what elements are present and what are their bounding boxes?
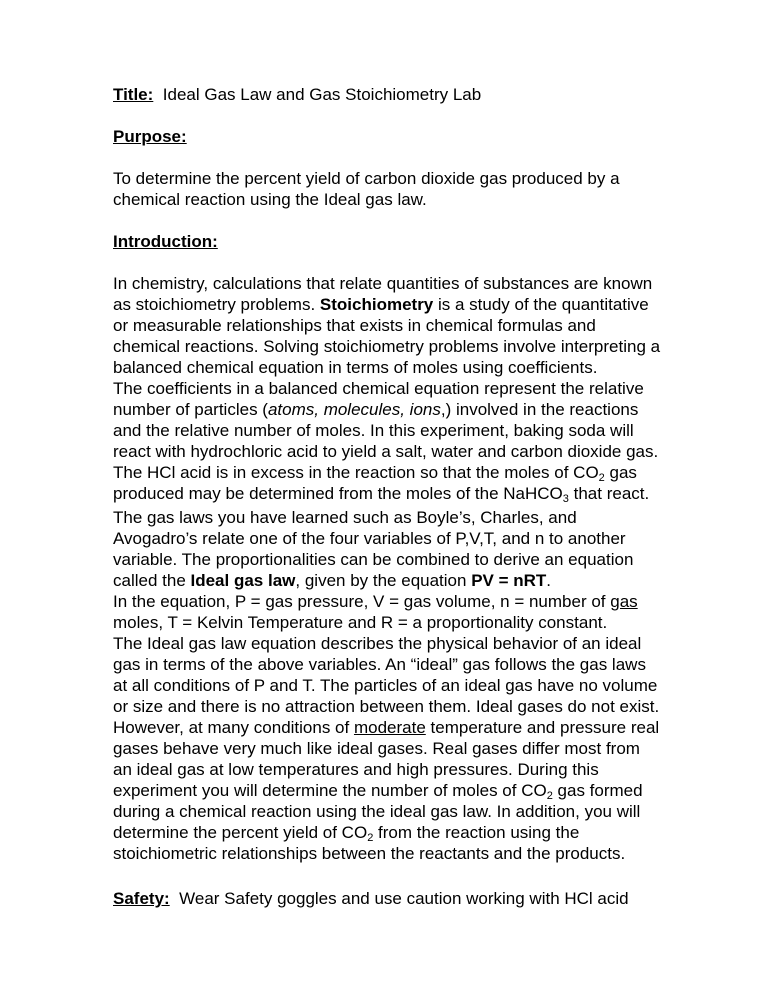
- safety-line: [113, 888, 629, 909]
- purpose-line-1: To determine the percent yield of carbon dioxide gas produced by a: [113, 169, 620, 188]
- introduction-heading: [113, 231, 218, 252]
- text-run: number of particles (: [113, 400, 268, 419]
- text-run: gas formed: [552, 781, 643, 800]
- intro-p2-line-13: an ideal gas at low temperatures and high pressures. During this: [113, 760, 599, 779]
- intro-p2-line-16: [113, 822, 579, 843]
- intro-p2-line-15: during a chemical reaction using the ideal gas law. In addition, you will: [113, 802, 641, 821]
- subscript: 3: [562, 493, 569, 505]
- intro-p2-line-7: The Ideal gas law equation describes the physical behavior of an ideal: [113, 634, 642, 653]
- intro-p2-line-8: gas in terms of the above variables. An “ideal” gas follows the gas laws: [113, 655, 646, 674]
- intro-p2-line-6: moles, T = Kelvin Temperature and R = a proportionality constant.: [113, 613, 608, 632]
- purpose-heading-text: Purpose:: [113, 127, 187, 146]
- text-run: that react.: [568, 484, 650, 503]
- text-run: .: [546, 571, 552, 590]
- intro-p1-line-6: The coefficients in a balanced chemical equation represent the relative: [113, 379, 644, 398]
- purpose-line-2: chemical reaction using the Ideal gas law.: [113, 190, 427, 209]
- text-run: experiment you will determine the number of moles of CO: [113, 781, 547, 800]
- intro-p1-line-7: [113, 399, 638, 420]
- purpose-heading: [113, 126, 187, 147]
- text-run: from the reaction using the: [373, 823, 580, 842]
- equation: PV = nRT: [471, 571, 547, 590]
- intro-p1-line-11: [113, 483, 649, 504]
- text-run: In the equation, P = gas pressure, V = gas volume, n = number of: [113, 592, 611, 611]
- text-run: gas: [604, 463, 637, 482]
- text-run: determine the percent yield of CO: [113, 823, 368, 842]
- text-run: However, at many conditions of: [113, 718, 354, 737]
- title-label: Title:: [113, 85, 154, 104]
- stoichiometry-term: Stoichiometry: [319, 295, 434, 314]
- intro-p2-line-4: [113, 570, 551, 591]
- title-line: [113, 84, 481, 105]
- intro-p2-line-17: stoichiometric relationships between the reactants and the products.: [113, 844, 626, 863]
- intro-p1-line-5: balanced chemical equation in terms of moles using coefficients.: [113, 358, 598, 377]
- intro-p2-line-9: at all conditions of P and T. The particles of an ideal gas have no volume: [113, 676, 658, 695]
- text-run: , given by the equation: [295, 571, 472, 590]
- intro-p1-line-9: react with hydrochloric acid to yield a salt, water and carbon dioxide gas.: [113, 442, 659, 461]
- intro-p1-line-4: chemical reactions. Solving stoichiometry problems involve interpreting a: [113, 337, 661, 356]
- safety-label: Safety:: [113, 889, 170, 908]
- text-run: is a study of the quantitative: [433, 295, 649, 314]
- subscript: 2: [546, 790, 553, 802]
- intro-p2-line-11: [113, 717, 659, 738]
- intro-p1-line-1: In chemistry, calculations that relate quantities of substances are known: [113, 274, 653, 293]
- intro-p1-line-2: [113, 294, 649, 315]
- subscript: 2: [367, 832, 374, 844]
- underlined-word: moderate: [353, 718, 426, 737]
- title-text: Ideal Gas Law and Gas Stoichiometry Lab: [162, 85, 482, 104]
- intro-p2-line-5: [113, 591, 638, 612]
- intro-p2-line-14: [113, 780, 643, 801]
- intro-p2-line-1: The gas laws you have learned such as Boyle’s, Charles, and: [113, 508, 577, 527]
- text-run: as stoichiometry problems.: [113, 295, 320, 314]
- text-run: ,) involved in the reactions: [440, 400, 639, 419]
- particles-list: atoms, molecules, ions: [267, 400, 441, 419]
- underlined-word: gas: [610, 592, 638, 611]
- text-run: produced may be determined from the moles of the NaHCO: [113, 484, 563, 503]
- text-run: The HCl acid is in excess in the reaction so that the moles of CO: [113, 463, 599, 482]
- subscript: 2: [598, 472, 605, 484]
- intro-p2-line-3: variable. The proportionalities can be combined to derive an equation: [113, 550, 634, 569]
- safety-text: Wear Safety goggles and use caution working with HCl acid: [179, 889, 629, 908]
- text-run: temperature and pressure real: [425, 718, 660, 737]
- intro-p1-line-10: [113, 462, 637, 483]
- intro-p2-line-10: or size and there is no attraction between them. Ideal gases do not exist.: [113, 697, 660, 716]
- introduction-heading-text: Introduction:: [113, 232, 218, 251]
- text-run: called the: [113, 571, 191, 590]
- intro-p2-line-12: gases behave very much like ideal gases. Real gases differ most from: [113, 739, 640, 758]
- intro-p2-line-2: Avogadro’s relate one of the four variables of P,V,T, and n to another: [113, 529, 626, 548]
- intro-p1-line-3: or measurable relationships that exists in chemical formulas and: [113, 316, 596, 335]
- intro-p1-line-8: and the relative number of moles. In this experiment, baking soda will: [113, 421, 634, 440]
- ideal-gas-law-term: Ideal gas law: [190, 571, 296, 590]
